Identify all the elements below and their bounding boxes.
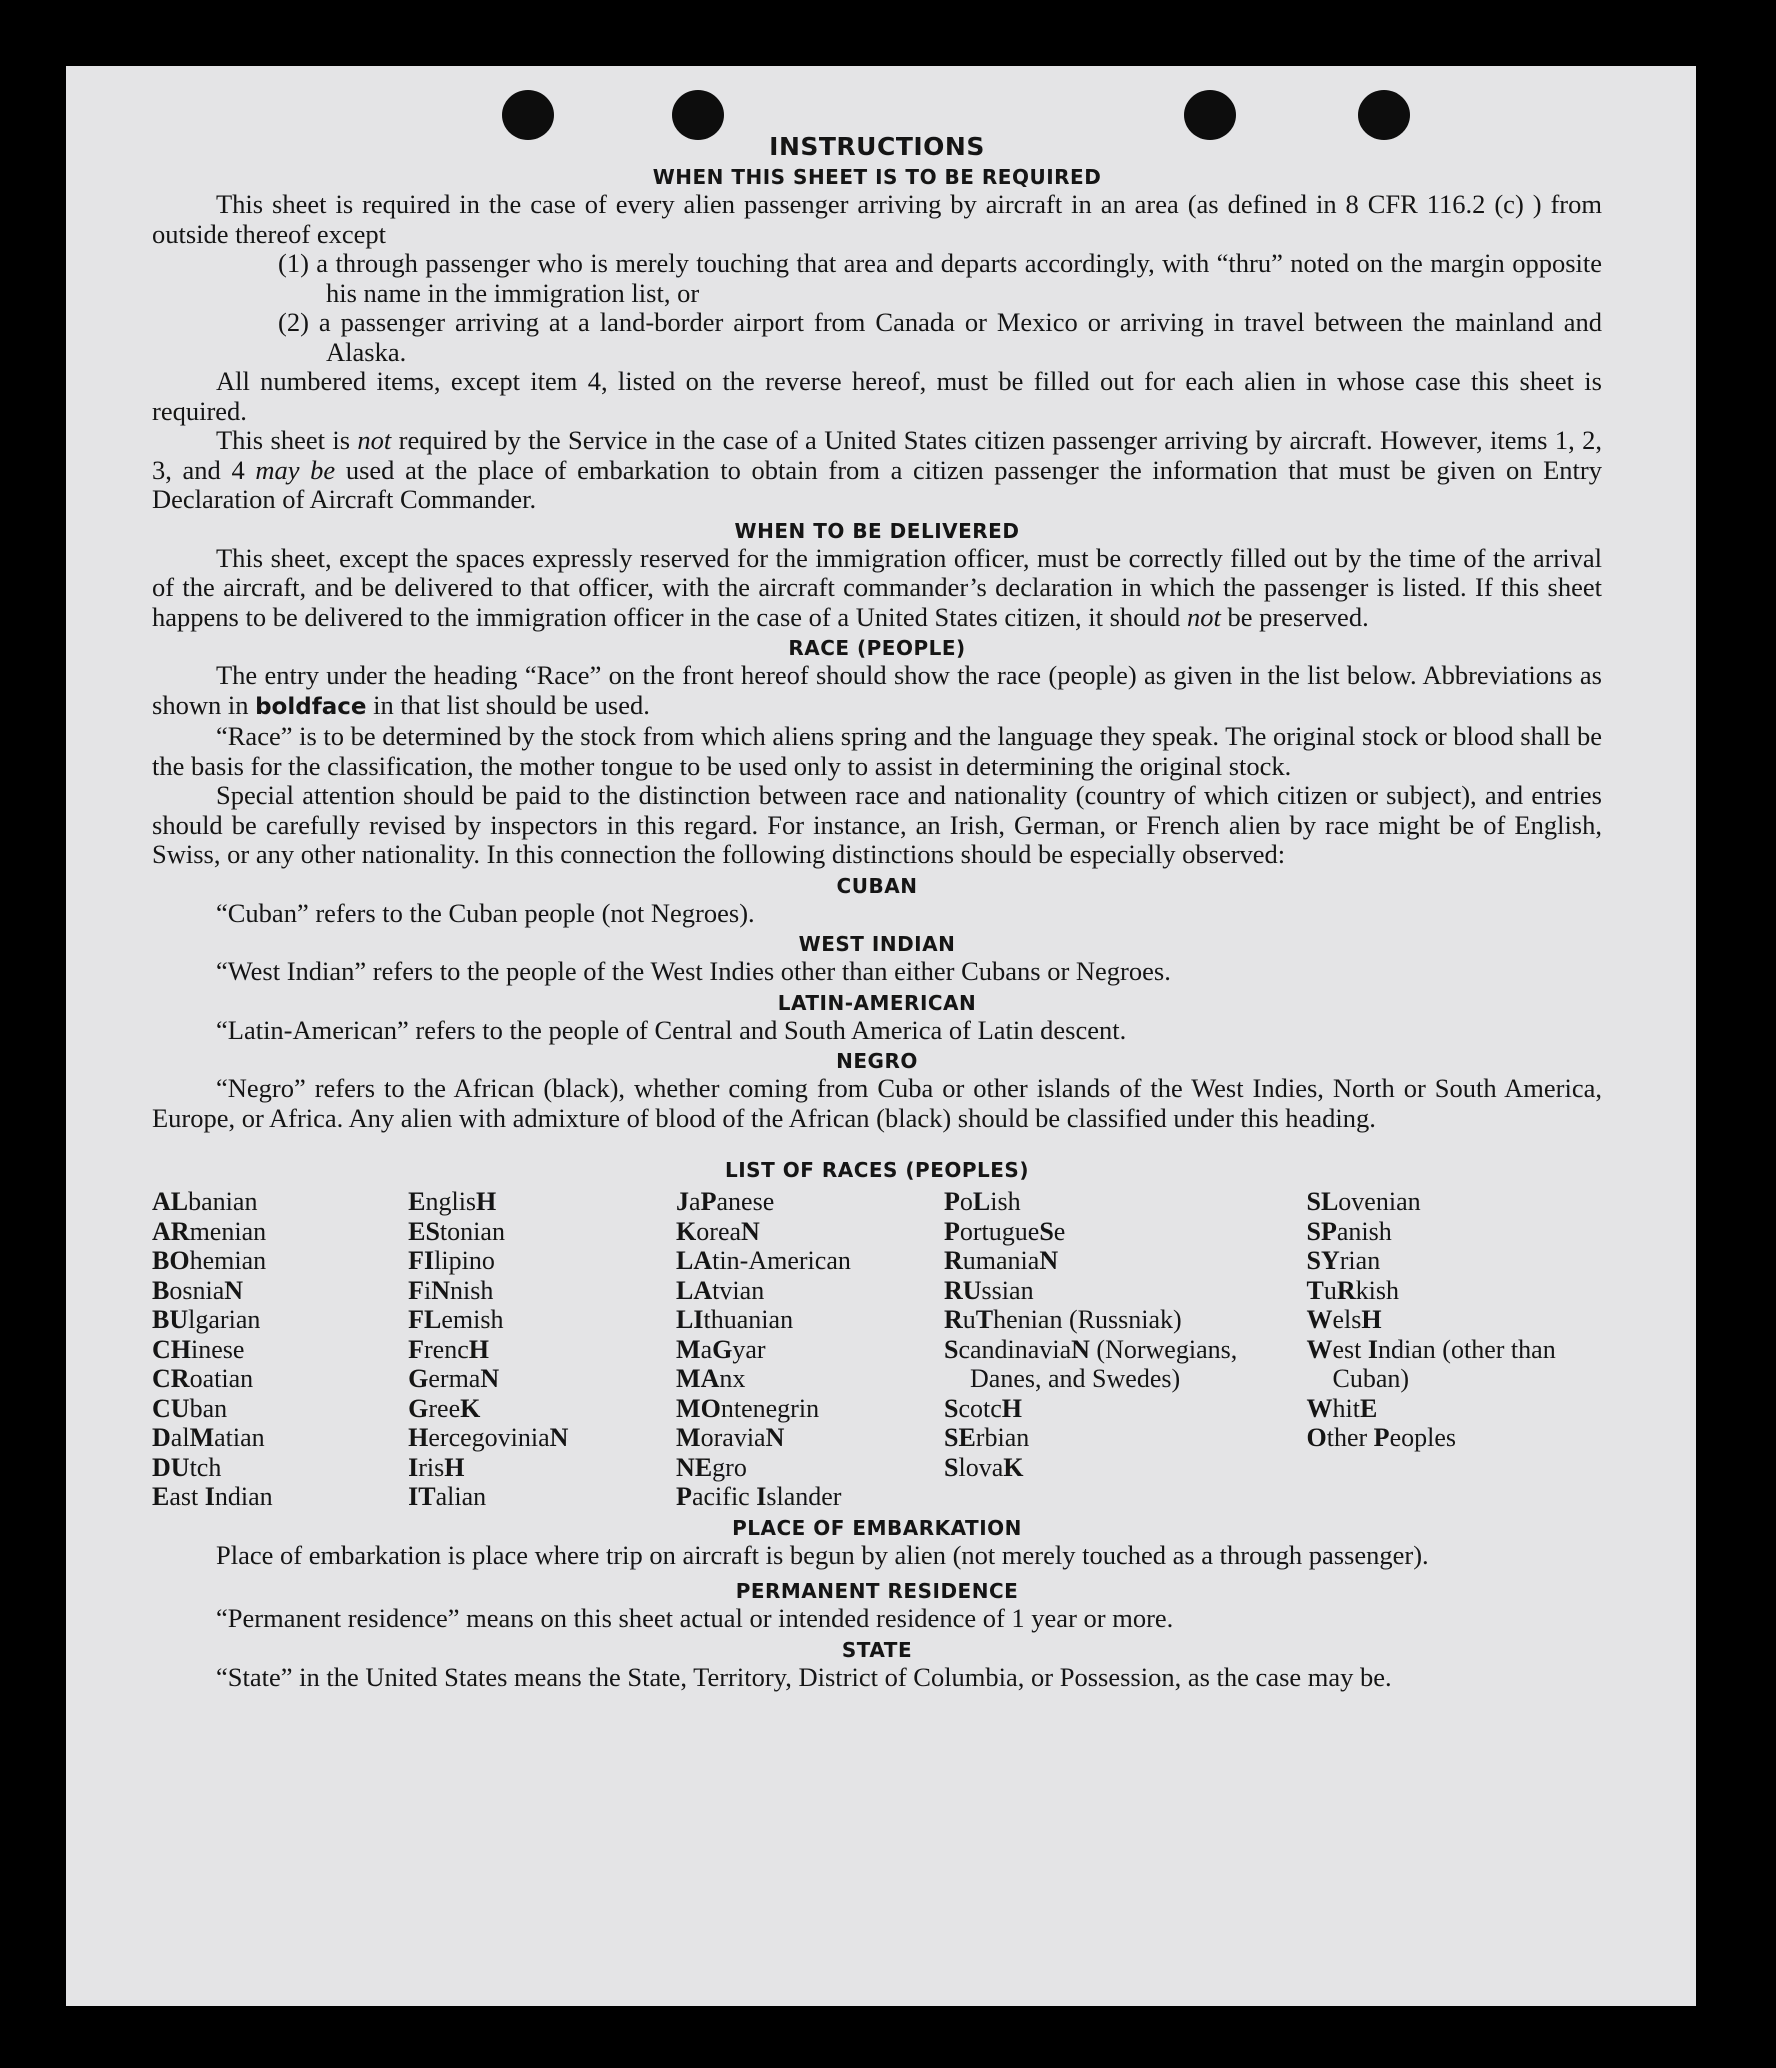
race-entry: FrencH xyxy=(408,1334,489,1364)
race-entry: BOhemian xyxy=(152,1246,267,1275)
heading-residence: PERMANENT RESIDENCE xyxy=(735,1579,1019,1603)
punch-hole-4 xyxy=(1358,90,1410,140)
race-entry: DUtch xyxy=(152,1452,222,1482)
race-entry: SlovaK xyxy=(943,1452,1024,1482)
heading-west-indian: WEST INDIAN xyxy=(798,932,956,956)
state-text: “State” in the United States means the State, Territory, District of Columbia, or Possession, as the case may be. xyxy=(216,1661,1392,1692)
required-item-1: (1) a through passenger who is merely touching that area and departs accordingly, with “thru” noted on the margin opposite his name in the immigration list, or xyxy=(278,248,1602,308)
race-p1: The entry under the heading “Race” on the front hereof should show the race (people) as given in the list below. Abbreviations as shown in boldface in that list should be used. xyxy=(152,660,1602,720)
race-entry: CUban xyxy=(152,1393,228,1423)
race-entry: PortugueSe xyxy=(943,1216,1066,1246)
races-column-3 xyxy=(676,1187,944,1512)
race-entry: East Indian xyxy=(152,1482,273,1511)
required-item-2: (2) a passenger arriving at a land-border airport from Canada or Mexico or arriving in travel between the mainland and Alaska. xyxy=(278,307,1602,367)
race-entry: MoraviaN xyxy=(676,1423,785,1452)
delivered-p1: This sheet, except the spaces expressly reserved for the immigration officer, must be correctly filled out by the time of the arrival of the aircraft, and be delivered to that officer, with the aircraft commander’s declaration in which the passenger is listed. If this sheet happens to be delivered to the immigration officer in the case of a United States citizen, it should not be preserved. xyxy=(152,542,1602,632)
race-entry: MaGyar xyxy=(676,1334,766,1364)
heading-state: STATE xyxy=(841,1637,913,1662)
race-entry: West Indian (other than Cuban) xyxy=(1306,1334,1556,1393)
race-entry: RuThenian (Russniak) xyxy=(943,1305,1182,1334)
race-entry: FLemish xyxy=(408,1305,504,1334)
race-entry: SErbian xyxy=(943,1423,1030,1452)
race-entry: GreeK xyxy=(408,1393,481,1423)
latin-american-text: “Latin-American” refers to the people of Central and South America of Latin descent. xyxy=(216,1014,1127,1045)
punch-hole-3 xyxy=(1184,90,1236,140)
race-entry: LIthuanian xyxy=(676,1305,794,1334)
race-entry: GermaN xyxy=(408,1364,500,1393)
race-entry: TuRkish xyxy=(1306,1275,1399,1305)
race-p3: Special attention should be paid to the distinction between race and nationality (country of which citizen or subject), and entries should be carefully revised by inspectors in this regard. For instance, an Irish, German, or French alien by race might be of English, Swiss, or any other nationality. In this connection the following distinctions should be especially observed: xyxy=(152,780,1602,869)
race-entry: ITalian xyxy=(408,1482,487,1511)
race-entry: BosniaN xyxy=(152,1275,244,1305)
race-entry: FiNnish xyxy=(408,1275,494,1305)
races-column-4 xyxy=(944,1187,1307,1512)
race-entry: KoreaN xyxy=(676,1216,760,1246)
negro-text: “Negro” refers to the African (black), whether coming from Cuba or other islands of the West Indies, North or South America, Europe, or Africa. Any alien with admixture of blood of the African (black) should be classified under this heading. xyxy=(152,1073,1602,1133)
page-title: INSTRUCTIONS xyxy=(769,132,985,161)
race-entry: RUssian xyxy=(943,1275,1034,1305)
heading-required: WHEN THIS SHEET IS TO BE REQUIRED xyxy=(652,165,1102,189)
race-entry: SYrian xyxy=(1306,1246,1381,1275)
races-column-5 xyxy=(1306,1187,1602,1512)
heading-cuban: CUBAN xyxy=(836,873,918,898)
race-entry: NEgro xyxy=(676,1452,747,1482)
punch-hole-1 xyxy=(502,90,554,140)
race-entry: CHinese xyxy=(152,1334,245,1364)
race-entry: HercegoviniaN xyxy=(408,1423,569,1452)
heading-list-of-races: LIST OF RACES (PEOPLES) xyxy=(725,1158,1029,1182)
race-entry: ALbanian xyxy=(152,1187,258,1216)
race-entry: EStonian xyxy=(408,1216,505,1246)
race-entry: MAnx xyxy=(676,1364,746,1393)
race-entry: RumaniaN xyxy=(943,1246,1059,1275)
race-entry: FIlipino xyxy=(408,1246,495,1275)
race-entry: LAtin-American xyxy=(676,1246,851,1275)
race-entry: Other Peoples xyxy=(1306,1423,1457,1452)
race-entry: WhitE xyxy=(1306,1393,1378,1423)
race-entry: PoLish xyxy=(943,1187,1021,1216)
race-entry: IrisH xyxy=(408,1452,465,1482)
races-column-1 xyxy=(152,1187,408,1512)
west-indian-text: “West Indian” refers to the people of the West Indies other than either Cubans or Negroes. xyxy=(216,956,1171,986)
race-entry: SPanish xyxy=(1306,1216,1392,1246)
race-p2: “Race” is to be determined by the stock from which aliens spring and the language they speak. The original stock or blood shall be the basis for the classification, the mother tongue to be used only to assist in determining the original stock. xyxy=(152,721,1602,781)
race-entry: MOntenegrin xyxy=(676,1393,820,1423)
heading-race: RACE (PEOPLE) xyxy=(788,636,966,660)
race-entry: SLovenian xyxy=(1306,1187,1421,1216)
cuban-text: “Cuban” refers to the Cuban people (not Negroes). xyxy=(216,897,755,928)
race-entry: ScotcH xyxy=(943,1393,1023,1423)
race-entry: DalMatian xyxy=(152,1423,265,1452)
embarkation-text: Place of embarkation is place where trip on aircraft is begun by alien (not merely touched as a through passenger). xyxy=(216,1539,1429,1570)
race-entry: EnglisH xyxy=(408,1187,497,1216)
race-entry: JaPanese xyxy=(676,1187,775,1216)
required-p3: This sheet is not required by the Service in the case of a United States citizen passenger arriving by aircraft. However, items 1, 2, 3, and 4 may be used at the place of embarkation to obtain from a citizen passenger the information that must be given on Entry Declaration of Aircraft Commander. xyxy=(152,425,1602,514)
required-p2: All numbered items, except item 4, listed on the reverse hereof, must be filled out for each alien in whose case this sheet is required. xyxy=(152,366,1602,426)
race-entry: ARmenian xyxy=(152,1216,267,1246)
residence-text: “Permanent residence” means on this sheet actual or intended residence of 1 year or more. xyxy=(216,1603,1174,1633)
races-list xyxy=(152,1187,1602,1512)
race-entry: BUlgarian xyxy=(152,1305,261,1334)
race-entry: LAtvian xyxy=(676,1275,765,1305)
heading-embarkation: PLACE OF EMBARKATION xyxy=(732,1515,1022,1540)
heading-latin-american: LATIN-AMERICAN xyxy=(777,990,977,1015)
race-entry: CRoatian xyxy=(152,1364,254,1393)
races-column-2 xyxy=(408,1187,676,1512)
race-entry: Pacific Islander xyxy=(676,1482,842,1511)
heading-delivered: WHEN TO BE DELIVERED xyxy=(734,518,1020,543)
required-intro: This sheet is required in the case of every alien passenger arriving by aircraft in an area (as defined in 8 CFR 116.2 (c) ) from outside thereof except xyxy=(152,189,1602,249)
instruction-sheet xyxy=(66,66,1696,2006)
heading-negro: NEGRO xyxy=(836,1049,918,1073)
race-entry: WelsH xyxy=(1306,1305,1382,1334)
race-entry: ScandinaviaN (Norwegians, Danes, and Swedes) xyxy=(943,1334,1238,1393)
punch-hole-2 xyxy=(672,90,724,140)
